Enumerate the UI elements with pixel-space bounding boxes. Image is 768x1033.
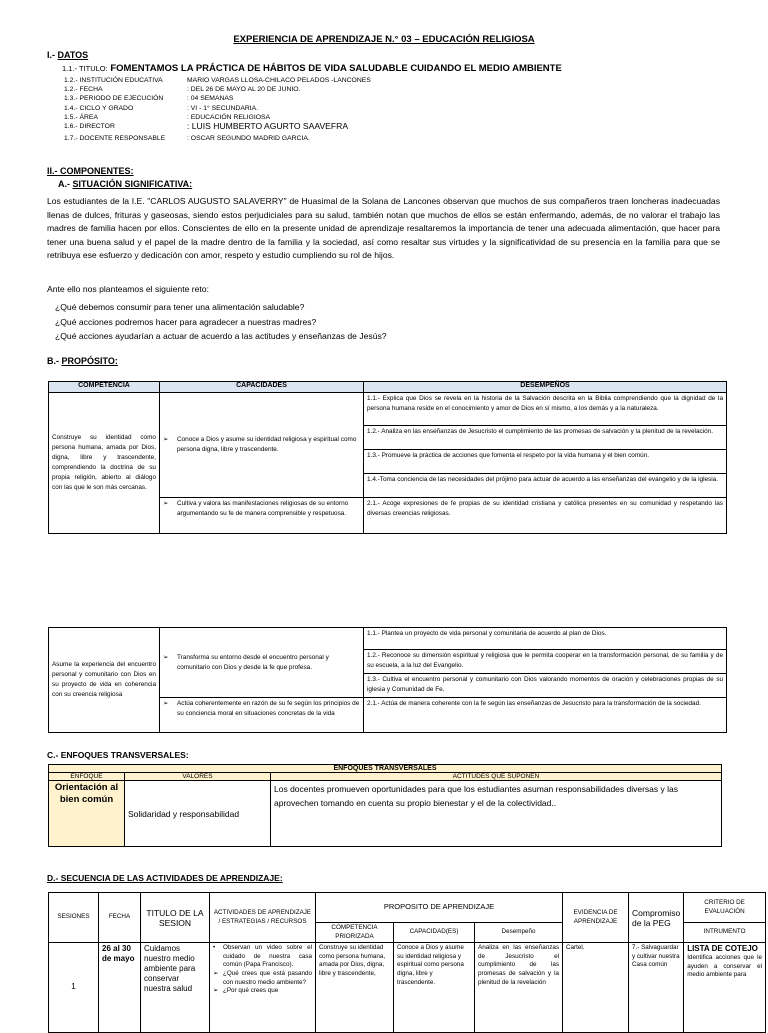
situacion-heading (58, 179, 192, 189)
reto-intro: Ante ello nos planteamos el siguiente reto: (47, 284, 209, 294)
sesion-number: 1 (49, 943, 99, 1033)
competencia-cell: Construye su identidad como persona humana, amada por Dios, digna, libre y trascendente, comprendiendo la doctrina de su propia religión, abierto al diálogo con las que le son más cercanas. (49, 393, 160, 534)
proposito-heading (47, 356, 118, 366)
datos-values (187, 76, 447, 143)
actividad-item: ➢ ¿Por qué crees que (213, 987, 312, 996)
datos-value: : OSCAR SEGUNDO MADRID GARCIA. (187, 135, 310, 143)
competencia-cell: Asume la experiencia del encuentro personal y comunitario con Dios en su proyecto de vida en coherencia con su creencia religiosa (49, 628, 160, 733)
col-header-competencia: COMPETENCIA (49, 382, 160, 393)
situacion-heading-label: SITUACIÓN SIGNIFICATIVA: (72, 179, 193, 189)
col-header-valores: VALORES (125, 773, 271, 781)
reto-questions (55, 300, 387, 344)
datos-heading-number: I.- (47, 50, 58, 60)
instrumento-title: LISTA DE COTEJO (687, 944, 758, 954)
desempeno-cell: 1.3.- Promueve la práctica de acciones que fomenta el respeto por la vida humana y el bien común. (364, 450, 727, 474)
capacidad-cell (160, 628, 364, 698)
titulo-line (62, 63, 562, 74)
instrumento-text: Identifica acciones que le ayuden a conservar el medio ambiente para (687, 954, 762, 979)
datos-heading (47, 50, 88, 60)
sesion-actividades (210, 943, 316, 1033)
datos-value: MARIO VARGAS LLOSA-CHILACO PELADOS -LANCONES (187, 77, 371, 84)
col-header-fecha: FECHA (99, 893, 141, 943)
desempeno-cell: 2.1.- Actúa de manera coherente con la fe según las enseñanzas de Jesucristo para la transformación de la sociedad. (364, 698, 727, 733)
col-header-proposito: PROPOSITO DE APRENDIZAJE (316, 893, 563, 923)
sesion-fecha: 26 al 30 de mayo (99, 943, 141, 1033)
datos-label: 1.2.- INSTITUCIÓN EDUCATIVA (64, 77, 163, 84)
document-title: EXPERIENCIA DE APRENDIZAJE N.° 03 – EDUCACIÓN RELIGIOSA (233, 34, 535, 45)
datos-label: 1.7.- DOCENTE RESPONSABLE (64, 135, 166, 143)
proposito-heading-label: PROPÓSITO: (61, 356, 118, 366)
datos-label: 1.2.- FECHA (64, 86, 103, 94)
col-header-competencia-priorizada: COMPETENCIA PRIORIZADA (316, 923, 394, 943)
valores-cell: Solidaridad y responsabilidad (125, 781, 271, 847)
enfoque-cell: Orientación al bien común (49, 781, 125, 847)
col-header-titulo: TITULO DE LA SESION (141, 893, 210, 943)
capacidad-cell (160, 393, 364, 498)
reto-question: ¿Qué acciones podremos hacer para agradecer a nuestras madres? (55, 316, 317, 327)
col-header-enfoque: ENFOQUE (49, 773, 125, 781)
col-header-criterio: CRITERIO DE EVALUACIÓN (684, 893, 766, 923)
col-header-instrumento: INTRUMENTO (684, 923, 766, 943)
datos-label: 1.6.- DIRECTOR (64, 123, 115, 131)
titulo-value: FOMENTAMOS LA PRÁCTICA DE HÁBITOS DE VIDA SALUDABLE CUIDANDO EL MEDIO AMBIENTE (110, 63, 562, 74)
sesion-capacidad: Conoce a Dios y asume su identidad religiosa y espiritual como persona digna, libre y trascendente. (394, 943, 475, 1033)
desempeno-cell: 1.1.- Explica que Dios se revela en la historia de la Salvación descrita en la Biblia comprendiendo que la dignidad de la persona humana reside en el conocimiento y amor de Dios en sí mismo, a los demás y a la naturaleza. (364, 393, 727, 426)
actividad-item (213, 944, 312, 970)
col-header-sesiones: SESIONES (49, 893, 99, 943)
col-header-evidencia: EVIDENCIA DE APRENDIZAJE (563, 893, 629, 943)
secuencia-table (48, 892, 766, 1033)
datos-value: : VI - 1° SECUNDARIA. (187, 104, 259, 112)
proposito-table-1 (48, 381, 727, 534)
enfoques-table (48, 764, 722, 847)
sesion-compromiso: 7.- Salvaguardar y cultivar nuestra Casa común (629, 943, 684, 1033)
desempeno-cell: 1.2.- Reconoce su dimensión espiritual y religiosa que le permita cooperar en la transformación personal, de su familia y de su escuela, a la luz del Evangelio. (364, 650, 727, 674)
desempeno-cell: 1.1.- Plantea un proyecto de vida personal y comunitaria de acuerdo al plan de Dios. (364, 628, 727, 650)
capacidad-text: ➢ Transforma su entorno desde el encuentro personal y comunitario con Dios y desde la fe que profesa. (163, 653, 360, 673)
capacidad-text: ➢ Conoce a Dios y asume su identidad religiosa y espiritual como persona digna, libre y trascendente. (163, 435, 360, 455)
sesion-desempeno: Analiza en las enseñanzas de Jesucristo el cumplimiento de las promesas de salvación y la plenitud de la revelación (475, 943, 563, 1033)
bullet-dot-icon: • (213, 944, 216, 952)
desempeno-cell: 2.1.- Acoge expresiones de fe propias de su identidad cristiana y católica presentes en su comunidad y respetando las diversas creencias religiosas. (364, 498, 727, 534)
datos-value: : EDUCACIÓN RELIGIOSA (187, 113, 271, 121)
capacidad-text: ➢ Cultiva y valora las manifestaciones religiosas de su entorno argumentando su fe de manera comprensible y respetuosa. (163, 499, 360, 519)
col-header-actitudes: ACTITUDES QUE SUPONEN (271, 773, 722, 781)
enfoques-table-title: ENFOQUES TRANSVERSALES (49, 765, 722, 773)
titulo-label: 1.1.- TITULO: (62, 64, 108, 73)
col-header-actividades: ACTIVIDADES DE APRENDIZAJE / ESTRATEGIAS / RECURSOS (210, 893, 316, 943)
col-header-desempenos: DESEMPEÑOS (364, 382, 727, 393)
desempeno-cell: 1.3.- Cultiva el encuentro personal y comunitario con Dios valorando momentos de oración y celebraciones propias de su iglesia y Comunidad de Fe. (364, 674, 727, 698)
col-header-capacidades: CAPACIDADES (160, 382, 364, 393)
col-header-desempeno: Desempeño (475, 923, 563, 943)
sesion-instrumento (684, 943, 766, 1033)
datos-labels (64, 76, 194, 143)
datos-label: 1.5.- ÁREA (64, 113, 98, 121)
col-header-capacidades: CAPACIDAD(ES) (394, 923, 475, 943)
desempeno-cell: 1.4.-Toma conciencia de las necesidades del prójimo para actuar de acuerdo a las enseñanzas del evangelio y de la iglesia. (364, 474, 727, 498)
datos-value: : DEL 26 DE MAYO AL 20 DE JUNIO. (187, 86, 301, 94)
sesion-competencia: Construye su identidad como persona humana, amada por Dios, digna, libre y trascendente, (316, 943, 394, 1033)
proposito-heading-prefix: B.- (47, 356, 62, 366)
proposito-table-2 (48, 627, 727, 733)
situacion-text: Los estudiantes de la I.E. "CARLOS AUGUSTO SALAVERRY" de Huasimal de la Solana de Lancones observan que muchos de sus compañeros traen loncheras inadecuadas llenas de dulces, frituras y gaseosas, siendo estos perjudiciales para su salud, también notan que muchos de ellos se están enfermando, además, de no valorar el trabajo las madres de familia hacen por ellos. Conscientes de ello en la presente unidad de aprendizaje resaltaremos la importancia de tener una adecuada alimentación, que hacer para tener una buena salud y el papel de la madre dentro de la familia y la sociedad, así como resaltar sus virtudes y la significatividad de su presencia en la familia para que se retribuya ese esfuerzo y dedicación con amor, respeto y estudio cumpliendo su rol de hijos. (47, 196, 720, 260)
capacidad-text: ➢ Actúa coherentemente en razón de su fe según los principios de su conciencia moral en situaciones concretas de la vida (163, 699, 360, 719)
secuencia-heading: D.- SECUENCIA DE LAS ACTIVIDADES DE APRENDIZAJE: (47, 873, 283, 883)
capacidad-cell (160, 698, 364, 733)
col-header-compromiso: Compromiso de la PEG (629, 893, 684, 943)
datos-label: 1.3.- PERIODO DE EJECUCIÓN (64, 95, 164, 103)
actitudes-cell: Los docentes promueven oportunidades para que los estudiantes asuman responsabilidades diversas y las aprovechen tomando en cuenta su propio bienestar y el de la colectividad.. (271, 781, 722, 847)
capacidad-cell (160, 498, 364, 534)
datos-value: : 04 SEMANAS (187, 95, 234, 103)
actividad-item: ➢ ¿Qué crees que está pasando con nuestro medio ambiente? (213, 970, 312, 987)
sesion-titulo: Cuidamos nuestro medio ambiente para conservar nuestra salud (141, 943, 210, 1033)
reto-question: ¿Qué acciones ayudarían a actuar de acuerdo a las actitudes y enseñanzas de Jesús? (55, 331, 387, 341)
reto-question: ¿Qué debemos consumir para tener una alimentación saludable? (55, 302, 305, 312)
componentes-heading: II.- COMPONENTES: (47, 166, 134, 176)
enfoques-heading: C.- ENFOQUES TRANSVERSALES: (47, 750, 189, 760)
actividad-text: Observan un video sobre el cuidado de nuestra casa común (Papa Francisco). (223, 944, 312, 969)
situacion-heading-prefix: A.- (58, 179, 73, 189)
sesion-evidencia: Cartel. (563, 943, 629, 1033)
datos-heading-label: DATOS (57, 50, 89, 60)
desempeno-cell: 1.2.- Analiza en las enseñanzas de Jesucristo el cumplimiento de las promesas de salvación y la plenitud de la revelación. (364, 426, 727, 450)
datos-label: 1.4.- CICLO Y GRADO (64, 104, 134, 112)
datos-value: : LUIS HUMBERTO AGURTO SAAVEFRA (187, 121, 349, 132)
